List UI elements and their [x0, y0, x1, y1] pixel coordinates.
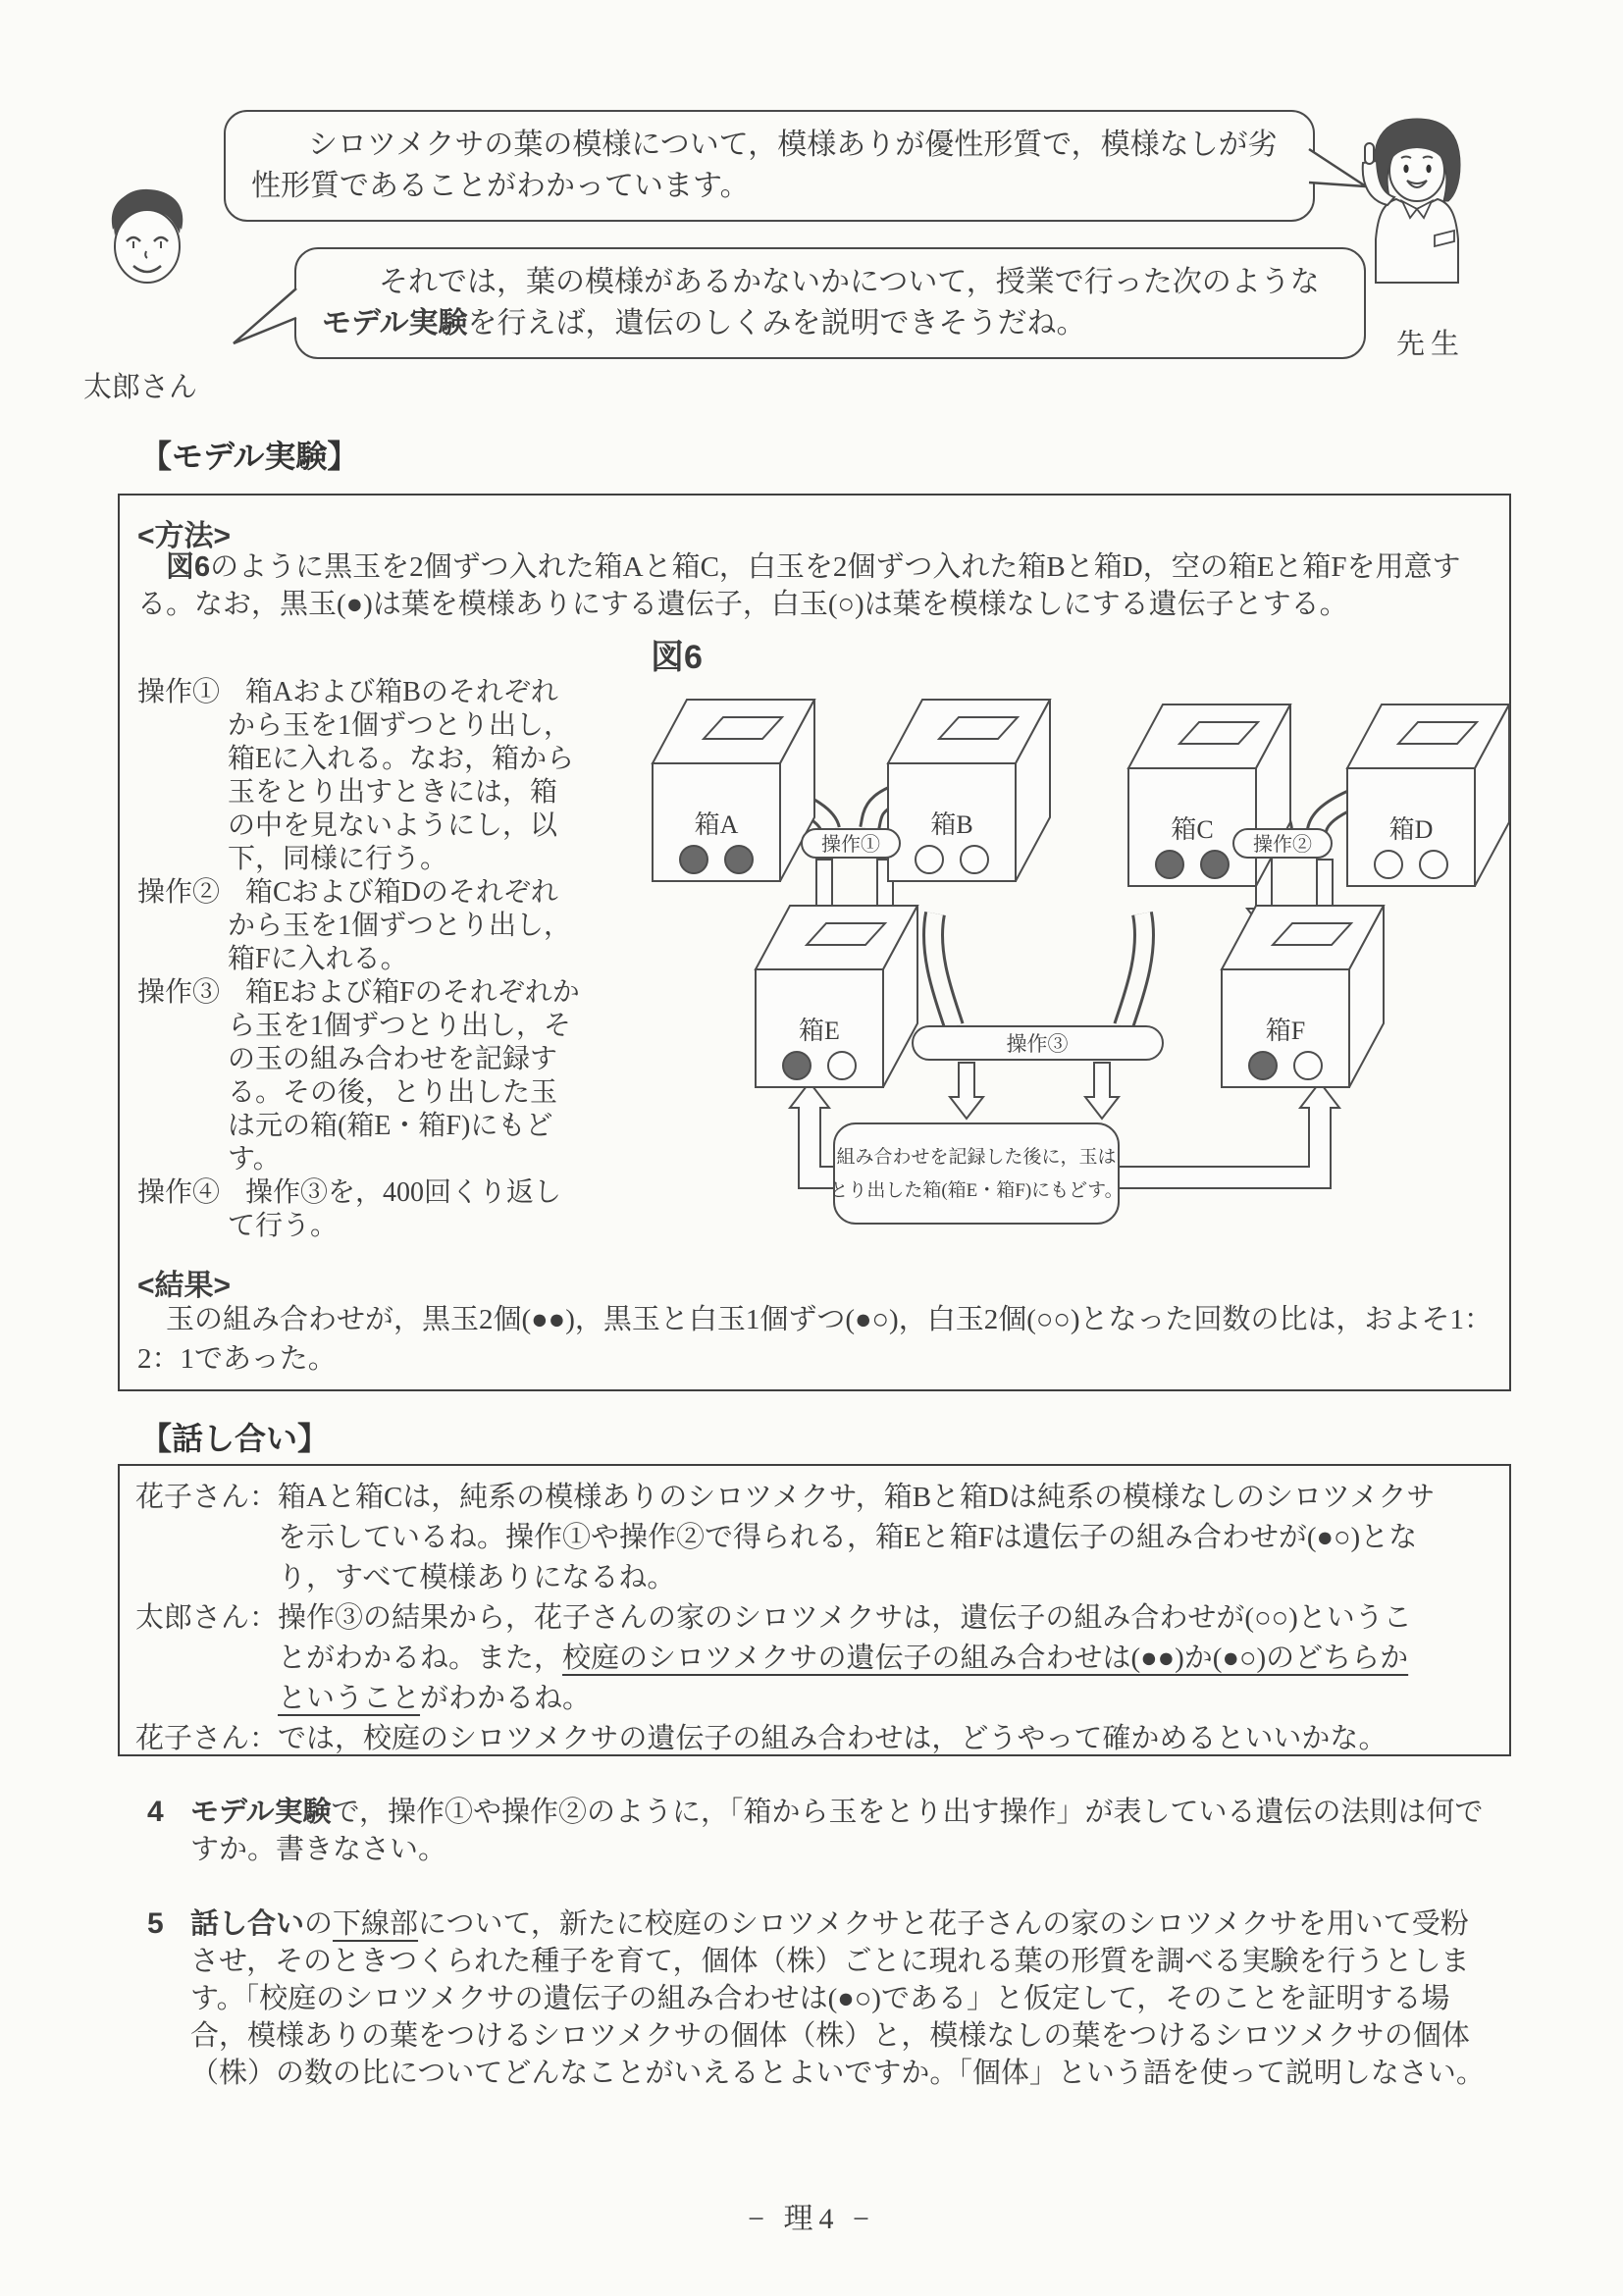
- speaker-label: 太郎さん：: [135, 1602, 279, 1634]
- box-a: [653, 700, 814, 881]
- taro-text-pre: 操作③の結果から，花子さんの家のシロツメクサは，遺伝子の組み合わせが(○○)ということがわかるね。また，: [278, 1602, 1412, 1674]
- question-5-rest: について，新たに校庭のシロツメクサと花子さんの家のシロツメクサを用いて受粉させ，そのときつくられた種子を育て，個体（株）ごとに現れる葉の形質を調べる実験を行うとします。「校庭のシロツメクサの遺伝子の組み合わせは(●○)である」と仮定して，そのことを証明する場合，模様ありの葉をつけるシロツメクサの個体（株）と，模様なしの葉をつけるシロツメクサの個体（株）の数の比についてどんなことがいえるとよいですか。「個体」という語を使って説明しなさい。: [190, 1908, 1485, 2089]
- op3-pill-label: 操作③: [1006, 1032, 1069, 1056]
- question-4-text: [190, 1794, 1486, 1868]
- figure-note-line2: とり出した箱(箱E・箱F)にもどす。: [829, 1180, 1124, 1201]
- discussion-text: [278, 1598, 1436, 1719]
- operation-1-label: 操作①: [137, 677, 221, 707]
- ball: [1294, 1052, 1322, 1079]
- ball: [1156, 851, 1183, 878]
- ball: [1420, 851, 1447, 878]
- teacher-speech-bubble: [224, 110, 1315, 222]
- method-intro-rest: のように黒玉を2個ずつ入れた箱Aと箱C，白玉を2個ずつ入れた箱Bと箱D，空の箱Eと箱Fを用意する。なお，黒玉(●)は葉を模様ありにする遺伝子，白玉(○)は葉を模様なしにする遺伝子とする。: [137, 551, 1461, 620]
- ball: [783, 1052, 811, 1079]
- operation-1-text: 箱Aおよび箱Bのそれぞれから玉を1個ずつとり出し，箱Eに入れる。なお，箱から玉をとり出すときには，箱の中を見ないようにし，以下，同様に行う。: [228, 677, 575, 874]
- operation-3: [137, 976, 584, 1176]
- operation-1: [137, 676, 584, 876]
- figure-title: 図6: [651, 639, 703, 676]
- model-experiment-heading: 【モデル実験】: [140, 439, 359, 474]
- question-5-text: [190, 1905, 1486, 2092]
- model-experiment-box: [118, 494, 1511, 1391]
- question-4-bold: モデル実験: [190, 1797, 332, 1828]
- box-d: [1347, 704, 1509, 886]
- method-intro-bold: 図6: [166, 551, 211, 583]
- teacher-bubble-text: シロツメクサの葉の模様について，模様ありが優性形質で，模様なしが劣性形質であることがわかっています。: [251, 129, 1278, 202]
- op2-pill-label: 操作②: [1253, 834, 1312, 856]
- box-f-label: 箱F: [1265, 1017, 1306, 1045]
- figure-note-line1: 組み合わせを記録した後に，玉は: [836, 1147, 1117, 1168]
- return-arrow-to-box-e: [790, 1082, 834, 1188]
- method-heading: <方法>: [137, 520, 232, 552]
- discussion-text: では，校庭のシロツメクサの遺伝子の組み合わせは，どうやって確かめるといいかな。: [278, 1723, 1387, 1754]
- operations-list: [137, 676, 584, 1243]
- box-b: [888, 700, 1050, 881]
- teacher-illustration: [1352, 106, 1482, 320]
- ball: [1201, 851, 1229, 878]
- student-bubble-bold: モデル実験: [322, 307, 468, 339]
- student-speech-bubble: [294, 247, 1366, 359]
- question-5-bold: 話し合い: [190, 1908, 305, 1940]
- ball: [1375, 851, 1402, 878]
- student-bubble-tail: [230, 287, 300, 349]
- question-4: [147, 1794, 1486, 1868]
- operation-4: [137, 1176, 584, 1243]
- discussion-text: 箱Aと箱Cは，純系の模様ありのシロツメクサ，箱Bと箱Dは純系の模様なしのシロツメクサを示しているね。操作①や操作②で得られる，箱Eと箱Fは遺伝子の組み合わせが(●○)となり，すべて模様ありになるね。: [278, 1482, 1436, 1593]
- speaker-label: 花子さん：: [135, 1723, 279, 1754]
- box-d-label: 箱D: [1388, 815, 1434, 844]
- discussion-heading: 【話し合い】: [140, 1421, 330, 1456]
- operation-4-label: 操作④: [137, 1177, 221, 1208]
- operation-3-label: 操作③: [137, 977, 221, 1008]
- student-bubble-post: を行えば，遺伝のしくみを説明できそうだね。: [467, 307, 1086, 339]
- speaker-label: 花子さん：: [135, 1482, 279, 1513]
- taro-text-post: がわかるね。: [420, 1683, 592, 1714]
- operation-2-text: 箱Cおよび箱Dのそれぞれから玉を1個ずつとり出し，箱Fに入れる。: [228, 877, 572, 974]
- discussion-line-hanako2: [135, 1719, 1493, 1759]
- box-c: [1128, 704, 1290, 886]
- box-b-label: 箱B: [930, 810, 973, 839]
- box-e-label: 箱E: [799, 1017, 840, 1045]
- question-5: [147, 1905, 1486, 2092]
- teacher-label: 先生: [1395, 329, 1465, 360]
- ball: [961, 846, 988, 873]
- ball: [916, 846, 943, 873]
- student-illustration: [101, 184, 194, 307]
- operation-2: [137, 876, 584, 976]
- down-arrow: [1085, 1063, 1119, 1119]
- op2-pill: [1233, 829, 1332, 858]
- discussion-box: [118, 1464, 1511, 1756]
- taro-text-underlined: 校庭のシロツメクサの遺伝子の組み合わせは(●●)か(●○)のどちらかということ: [278, 1643, 1409, 1714]
- question-5-number: 5: [147, 1907, 164, 1940]
- figure-note: [829, 1123, 1123, 1224]
- box-a-label: 箱A: [694, 810, 739, 839]
- question-5-underlined: 下線部: [333, 1908, 419, 1940]
- discussion-line-taro: [135, 1598, 1493, 1719]
- ball: [680, 846, 707, 873]
- result-text: 玉の組み合わせが，黒玉2個(●●)，黒玉と白玉1個ずつ(●○)，白玉2個(○○)となった回数の比は，およそ1：2：1であった。: [137, 1304, 1493, 1375]
- operation-4-text: 操作③を，400回くり返して行う。: [228, 1177, 562, 1241]
- op1-pill-label: 操作①: [821, 834, 880, 856]
- question-5-mid: の: [304, 1908, 334, 1940]
- question-4-rest: で，操作①や操作②のように，「箱から玉をとり出す操作」が表している遺伝の法則は何ですか。書きなさい。: [190, 1797, 1484, 1865]
- figure-6-diagram: [643, 621, 1511, 1257]
- ball: [725, 846, 753, 873]
- student-bubble-pre: それでは，葉の模様があるかないかについて，授業で行った次のような: [379, 266, 1320, 298]
- box-e: [756, 906, 917, 1087]
- question-4-number: 4: [147, 1796, 164, 1828]
- op3-pill: [913, 1026, 1163, 1060]
- operation-3-text: 箱Eおよび箱Fのそれぞれから玉を1個ずつとり出し，その玉の組み合わせを記録する。その後，とり出した玉は元の箱(箱E・箱F)にもどす。: [228, 977, 580, 1174]
- op1-pill: [802, 829, 900, 858]
- page-number: − 理4 −: [748, 2203, 875, 2235]
- return-arrow-to-box-f: [1119, 1082, 1339, 1188]
- method-intro: [137, 548, 1497, 623]
- ball: [828, 1052, 856, 1079]
- result-heading: <結果>: [137, 1270, 232, 1302]
- operation-2-label: 操作②: [137, 877, 221, 908]
- chute-arrows-op3: [933, 913, 1144, 1026]
- down-arrow: [950, 1063, 983, 1119]
- student-label: 太郎さん: [83, 372, 198, 403]
- ball: [1249, 1052, 1277, 1079]
- box-f: [1222, 906, 1384, 1087]
- box-c-label: 箱C: [1171, 815, 1214, 844]
- discussion-line-hanako1: [135, 1478, 1493, 1598]
